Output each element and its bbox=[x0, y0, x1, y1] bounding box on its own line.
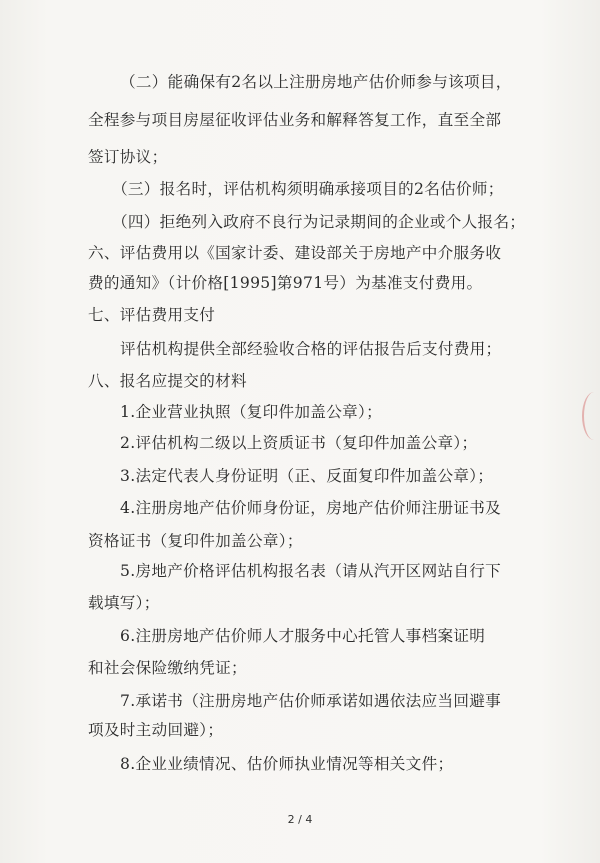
list-item: 8.企业业绩情况、估价师执业情况等相关文件； bbox=[120, 755, 454, 773]
text-line: 项及时主动回避）； bbox=[88, 721, 224, 739]
list-item: 6.注册房地产估价师人才服务中心托管人事档案证明 bbox=[120, 627, 486, 645]
list-item: 5.房地产价格评估机构报名表（请从汽开区网站自行下 bbox=[120, 562, 502, 580]
text-line: （三）报名时，评估机构须明确承接项目的2名估价师； bbox=[112, 180, 504, 198]
section-heading: 七、评估费用支付 bbox=[88, 306, 216, 324]
section-heading: 八、报名应提交的材料 bbox=[88, 372, 247, 390]
list-item: 3.法定代表人身份证明（正、反面复印件加盖公章）； bbox=[120, 467, 494, 485]
seal-stamp-edge bbox=[582, 392, 600, 440]
list-item: 2.评估机构二级以上资质证书（复印件加盖公章）； bbox=[120, 434, 478, 452]
page-number: 2 / 4 bbox=[287, 813, 313, 826]
text-line: 签订协议； bbox=[88, 148, 168, 166]
text-line: 全程参与项目房屋征收评估业务和解释答复工作，直至全部 bbox=[88, 111, 502, 129]
text-line: 费的通知》（计价格[1995]第971号）为基准支付费用。 bbox=[88, 274, 483, 292]
list-item: 1.企业营业执照（复印件加盖公章）； bbox=[120, 403, 382, 421]
list-item: 7.承诺书（注册房地产估价师承诺如遇依法应当回避事 bbox=[120, 692, 502, 710]
text-line: 资格证书（复印件加盖公章）； bbox=[88, 532, 303, 550]
text-line: 载填写）； bbox=[88, 594, 160, 612]
text-line: （二）能确保有2名以上注册房地产估价师参与该项目， bbox=[120, 73, 512, 91]
text-line: 和社会保险缴纳凭证； bbox=[88, 659, 247, 677]
text-line: （四）拒绝列入政府不良行为记录期间的企业或个人报名； bbox=[112, 213, 526, 231]
text-line: 评估机构提供全部经验收合格的评估报告后支付费用； bbox=[120, 340, 502, 358]
list-item: 4.注册房地产估价师身份证，房地产估价师注册证书及 bbox=[120, 499, 502, 517]
text-line: 六、评估费用以《国家计委、建设部关于房地产中介服务收 bbox=[88, 244, 502, 262]
